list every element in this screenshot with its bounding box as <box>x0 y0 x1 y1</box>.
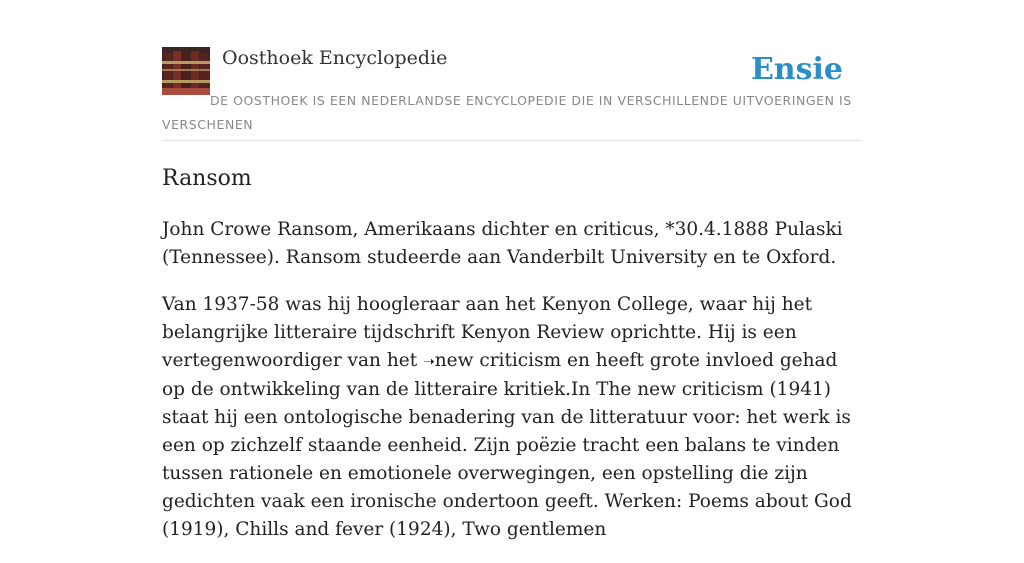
brand-logo[interactable]: Ensie <box>750 52 843 87</box>
page <box>162 0 862 540</box>
article-paragraph: John Crowe Ransom, Amerikaans dichter en criticus, *30.4.1888 Pulaski (Tennessee). Ransom studeerde aan Vanderbilt University en te Oxford. <box>162 219 843 268</box>
new-criticism-link[interactable]: new criticism <box>434 350 562 371</box>
site-header <box>162 0 862 141</box>
article-body <box>162 216 862 563</box>
avatar-image <box>162 47 210 95</box>
cross-reference-arrow-icon: ➝ <box>423 354 435 370</box>
article-title: Ransom <box>162 166 252 191</box>
paragraph-text: en heeft grote invloed gehad op de ontwikkeling van de litteraire kritiek.In The new criticism (1941) staat hij een ontologische benadering van de litteratuur voor: het werk is een op zichzelf staande eenheid. Zijn poëzie tracht een balans te vinden tussen rationele en emotionele overwegingen, een opstelling die zijn gedichten vaak een ironische ondertoon geeft. Werken: Poems about God (1919), Chills and fever (1924), Two gentlemen <box>162 350 852 540</box>
article-paragraph <box>162 291 862 544</box>
site-name[interactable]: Oosthoek Encyclopedie <box>222 47 448 69</box>
paragraph-text: Van 1937-58 was hij hoogleraar aan het Kenyon College, waar hij het belangrijke litteraire tijdschrift Kenyon Review oprichtte. Hij is een vertegenwoordiger van het <box>162 294 813 371</box>
site-tagline: DE OOSTHOEK IS EEN NEDERLANDSE ENCYCLOPEDIE DIE IN VERSCHILLENDE UITVOERINGEN IS VERSCHENEN <box>162 93 852 132</box>
encyclopedia-books-icon[interactable] <box>162 47 210 95</box>
